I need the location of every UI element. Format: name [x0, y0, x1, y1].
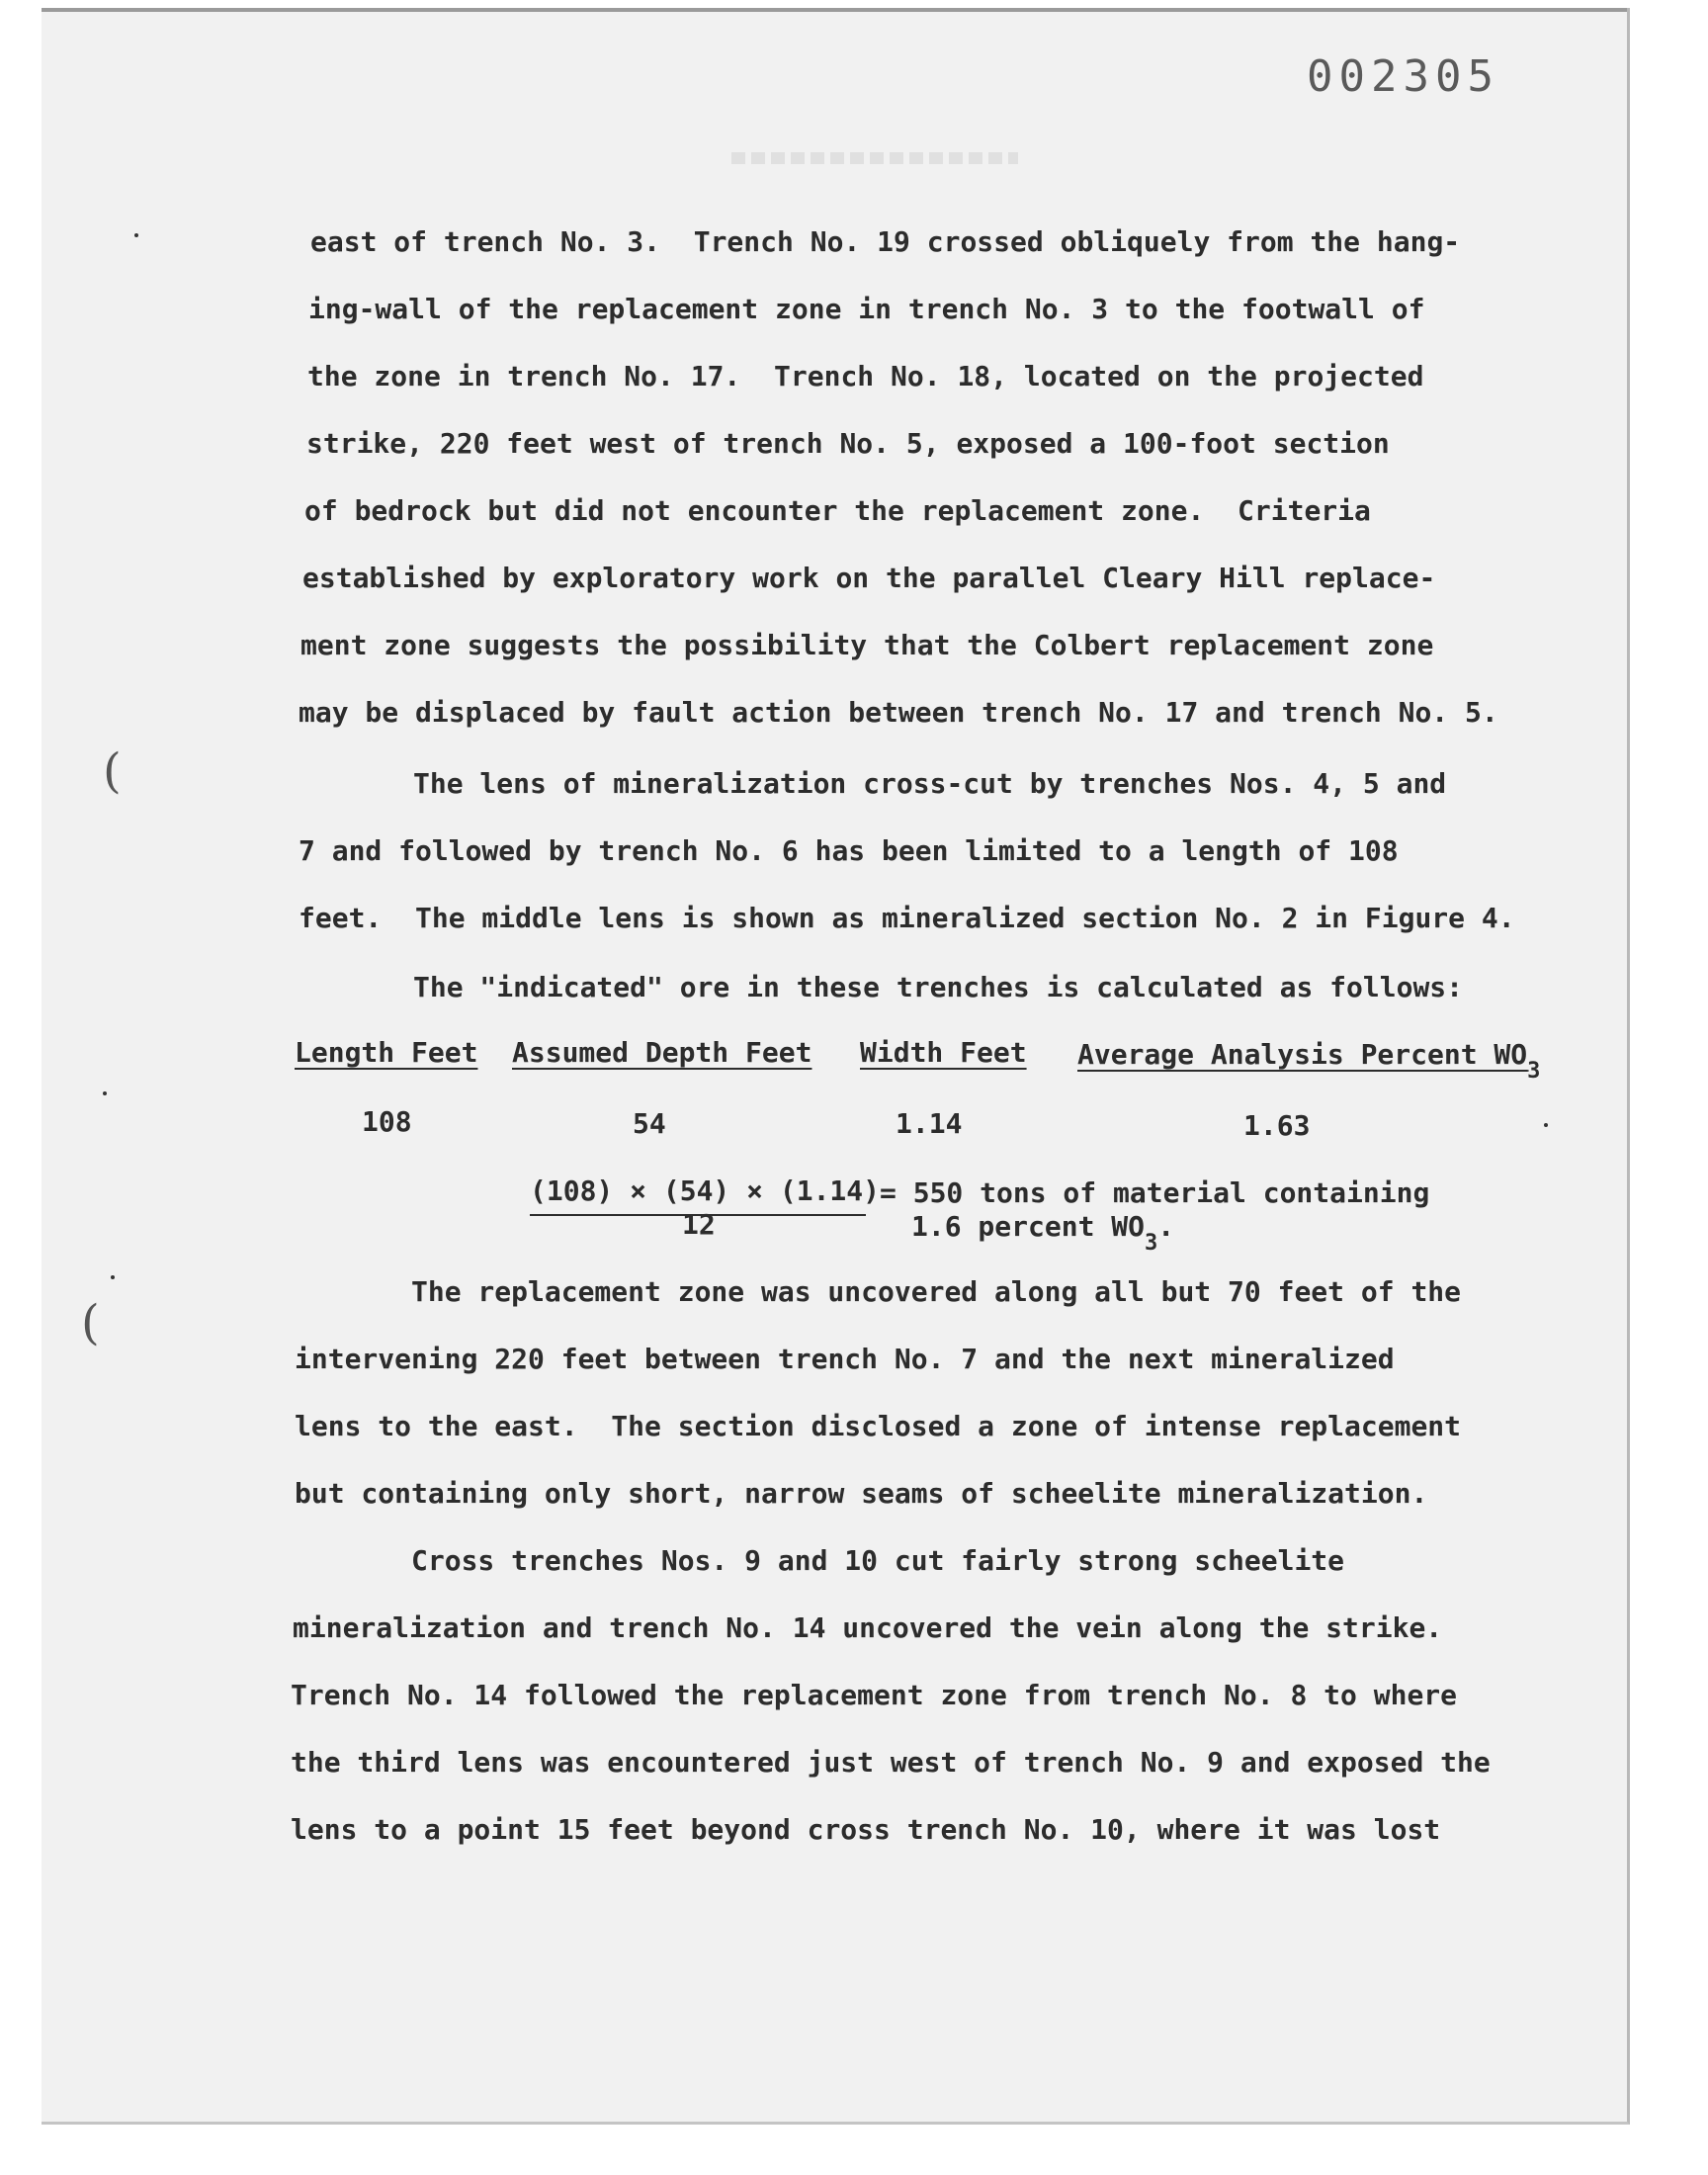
text-line: established by exploratory work on the parallel Cleary Hill replace- — [302, 562, 1436, 594]
text-line: Cross trenches Nos. 9 and 10 cut fairly strong scheelite — [411, 1544, 1345, 1577]
formula-result-line2: 1.6 percent $WO_3$. — [911, 1210, 1175, 1256]
text-line: lens to a point 15 feet beyond cross trench No. 10, where it was lost — [291, 1813, 1441, 1846]
text-line: of bedrock but did not encounter the replacement zone. Criteria — [304, 494, 1371, 527]
text-line: strike, 220 feet west of trench No. 5, exposed a 100-foot section — [306, 427, 1390, 460]
margin-mark: ( — [81, 1295, 100, 1350]
header-length: Length Feet — [295, 1036, 478, 1069]
text-line: the zone in trench No. 17. Trench No. 18, located on the projected — [307, 360, 1424, 392]
text-line: The replacement zone was uncovered along all but 70 feet of the — [411, 1275, 1462, 1308]
text-line: the third lens was encountered just west of trench No. 9 and exposed the — [291, 1746, 1491, 1779]
text-line: mineralization and trench No. 14 uncovered the vein along the strike. — [293, 1611, 1443, 1644]
header-depth: Assumed Depth Feet — [512, 1036, 812, 1069]
text-line: but containing only short, narrow seams of scheelite mineralization. — [295, 1477, 1428, 1510]
value-width: 1.14 — [896, 1107, 963, 1140]
header-width: Width Feet — [860, 1036, 1027, 1069]
text-line: ing-wall of the replacement zone in trench No. 3 to the footwall of — [308, 293, 1425, 325]
page-number: 002305 — [1307, 51, 1499, 102]
text-line: may be displaced by fault action between trench No. 17 and trench No. 5. — [299, 696, 1498, 729]
formula-numerator: (108) × (54) × (1.14) — [530, 1174, 881, 1207]
speck — [111, 1275, 115, 1279]
speck — [1544, 1123, 1548, 1127]
bleed-through-mark — [731, 152, 1018, 164]
speck — [103, 1091, 107, 1095]
value-depth: 54 — [633, 1107, 666, 1140]
text-line: lens to the east. The section disclosed a zone of intense replacement — [295, 1410, 1462, 1442]
text-line: intervening 220 feet between trench No. 7 and the next mineralized — [295, 1343, 1395, 1375]
text-line: The "indicated" ore in these trenches is calculated as follows: — [413, 971, 1464, 1003]
value-analysis: 1.63 — [1243, 1109, 1311, 1142]
text-line: 7 and followed by trench No. 6 has been limited to a length of 108 — [299, 834, 1399, 867]
formula-denominator: 12 — [682, 1208, 716, 1241]
text-line: ment zone suggests the possibility that the Colbert replacement zone — [300, 629, 1434, 661]
text-line: east of trench No. 3. Trench No. 19 crossed obliquely from the hang- — [310, 225, 1461, 258]
header-analysis: Average Analysis Percent $WO_3$ — [1077, 1038, 1541, 1084]
text-line: feet. The middle lens is shown as mineralized section No. 2 in Figure 4. — [299, 902, 1515, 934]
speck — [134, 233, 138, 237]
text-line: The lens of mineralization cross-cut by trenches Nos. 4, 5 and — [413, 767, 1447, 800]
margin-mark: ( — [103, 743, 122, 799]
value-length: 108 — [362, 1105, 412, 1138]
text-line: Trench No. 14 followed the replacement zone from trench No. 8 to where — [291, 1679, 1458, 1711]
formula-result-line1: = 550 tons of material containing — [880, 1176, 1430, 1209]
